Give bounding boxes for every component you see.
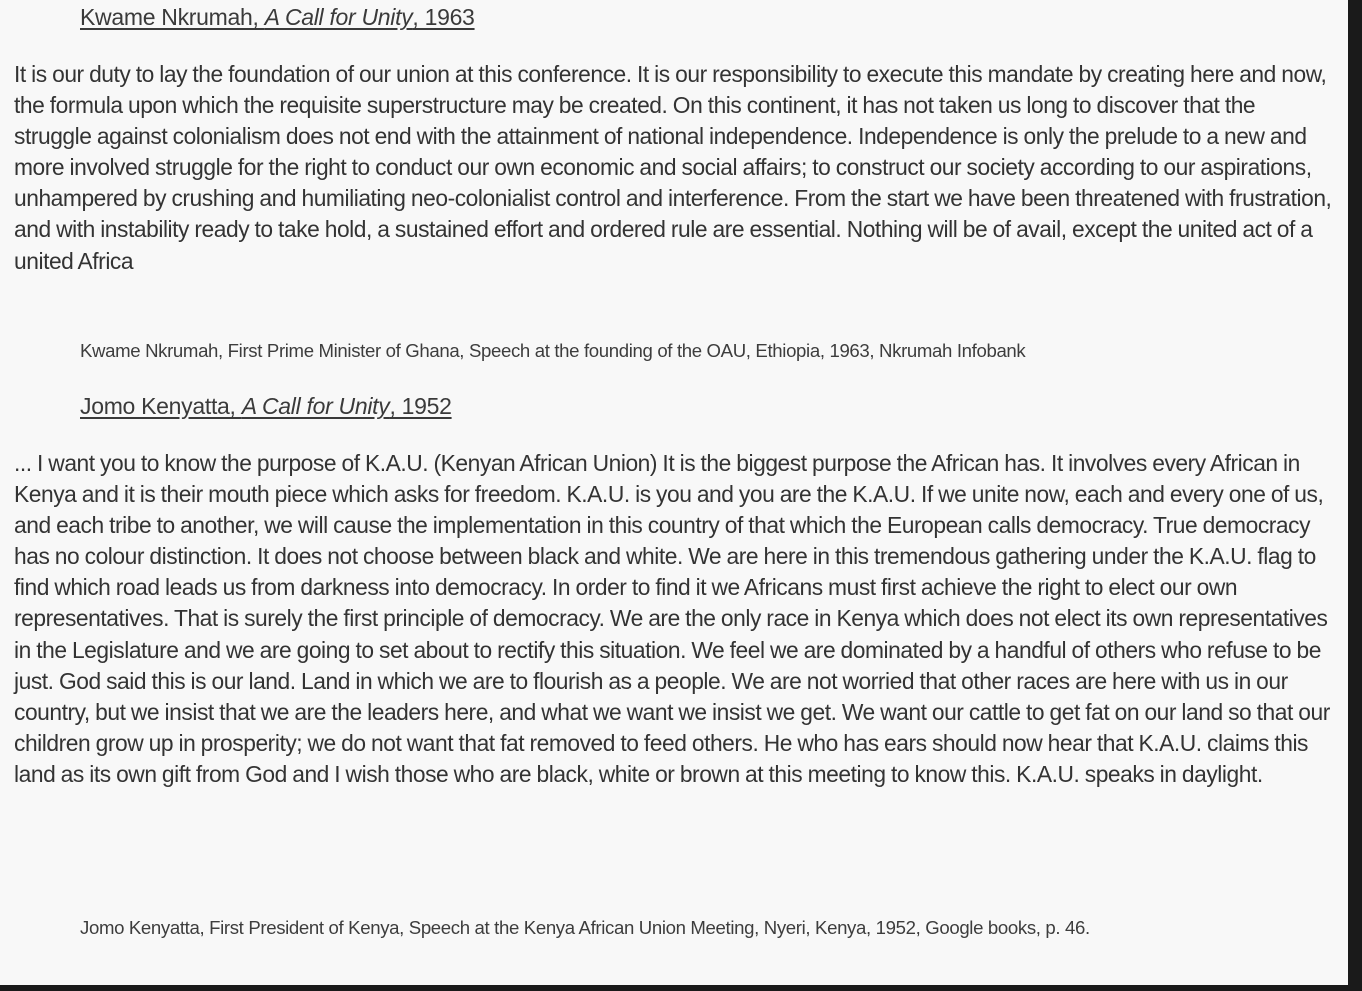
window-frame-right xyxy=(1348,0,1362,991)
heading-year: , 1963 xyxy=(412,4,475,30)
heading-title: A Call for Unity xyxy=(264,4,413,30)
section-heading-nkrumah xyxy=(80,2,475,32)
window-frame-bottom xyxy=(0,985,1362,991)
heading-author: Jomo Kenyatta, xyxy=(80,393,242,419)
citation-kenyatta: Jomo Kenyatta, First President of Kenya, Speech at the Kenya African Union Meeting, Nyeri, Kenya, 1952, Google books, p. 46. xyxy=(80,917,1090,938)
quote-nkrumah: It is our duty to lay the foundation of our union at this conference. It is our responsibility to execute this mandate by creating here and now, the formula upon which the requisite superstructure may be created. On this continent, it has not taken us long to discover that the struggle against colonialism does not end with the attainment of national independence. Independence is only the prelude to a new and more involved struggle for the right to conduct our own economic and social affairs; to construct our society according to our aspirations, unhampered by crushing and humiliating neo-colonialist control and interference. From the start we have been threatened with frustration, and with instability ready to take hold, a sustained effort and ordered rule are essential. Nothing will be of avail, except the united act of a united Africa xyxy=(14,61,1332,274)
heading-title: A Call for Unity xyxy=(241,393,390,419)
quote-kenyatta: ... I want you to know the purpose of K.A.U. (Kenyan African Union) It is the biggest purpose the African has. It involves every African in Kenya and it is their mouth piece which asks for freedom. K.A.U. is you and you are the K.A.U. If we unite now, each and every one of us, and each tribe to another, we will cause the implementation in this country of that which the European calls democracy. True democracy has no colour distinction. It does not choose between black and white. We are here in this tremendous gathering under the K.A.U. flag to find which road leads us from darkness into democracy. In order to find it we Africans must first achieve the right to elect our own representatives. That is surely the first principle of democracy. We are the only race in Kenya which does not elect its own representatives in the Legislature and we are going to set about to rectify this situation. We feel we are dominated by a handful of others who refuse to be just. God said this is our land. Land in which we are to flourish as a people. We are not worried that other races are here with us in our country, but we insist that we are the leaders here, and what we want we insist we get. We want our cattle to get fat on our land so that our children grow up in prosperity; we do not want that fat removed to feed others. He who has ears should now hear that K.A.U. claims this land as its own gift from God and I wish those who are black, white or brown at this meeting to know this. K.A.U. speaks in daylight. xyxy=(14,450,1330,787)
heading-year: , 1952 xyxy=(389,393,452,419)
section-heading-kenyatta xyxy=(80,391,452,421)
citation-nkrumah: Kwame Nkrumah, First Prime Minister of Ghana, Speech at the founding of the OAU, Ethiopia, 1963, Nkrumah Infobank xyxy=(80,340,1026,361)
heading-author: Kwame Nkrumah, xyxy=(80,4,265,30)
